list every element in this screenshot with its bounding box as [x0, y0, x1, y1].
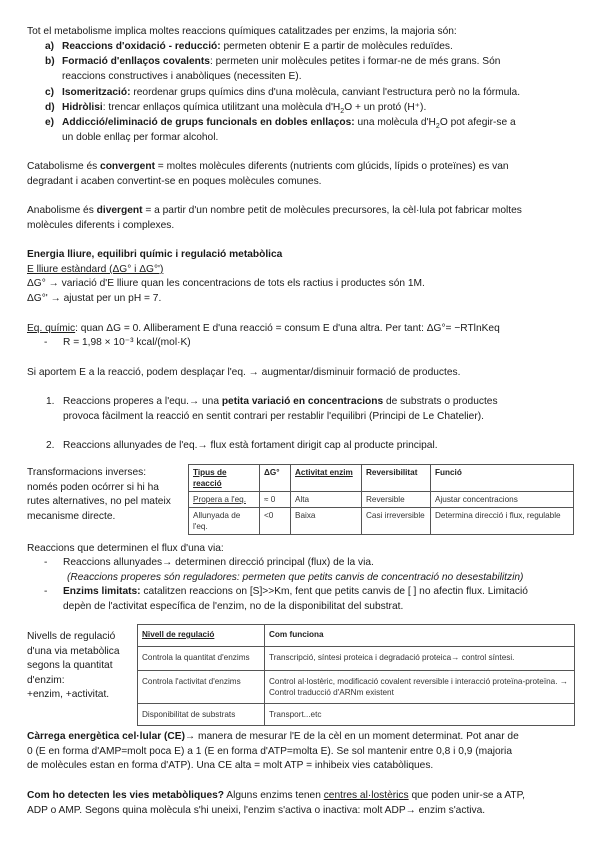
table-cell: Determina direcció i flux, regulable [431, 508, 574, 535]
energy-line1: ΔG° → variació d'E lliure quan les concentracions de tots els ractius i productes són 1M. [27, 278, 425, 289]
item-text2: O + un protó (H⁺). [344, 102, 427, 113]
levels-text [27, 630, 137, 703]
item-label: b) [45, 56, 55, 67]
apport-text: Si aportem E a la reacció, podem desplaçar l'eq. → augmentar/disminuir formació de productes. [27, 367, 461, 378]
table-cell: Alta [291, 492, 362, 508]
levels-line: segons la quantitat [27, 660, 113, 671]
table-row [138, 704, 575, 726]
item-label: e) [45, 117, 55, 128]
inverse-text [27, 466, 187, 524]
table-cell: Allunyada de l'eq. [189, 508, 260, 535]
anabolism-paragraph [27, 204, 587, 233]
item-sub: 2 [340, 108, 345, 116]
detect-bold: Com ho detecten les vies metabòliques? [27, 790, 225, 801]
item-bold: Formació d'enllaços covalents [62, 56, 210, 67]
r-value: R = 1,98 × 10⁻³ kcal/(mol·K) [63, 337, 191, 348]
table-cell: Controla la quantitat d'enzims [138, 647, 265, 671]
numbered-2: Reaccions allunyades de l'eq.→ flux està fortament dirigit cap al producte principal. [63, 440, 438, 451]
inverse-line: Transformacions inverses: [27, 467, 147, 478]
detect-paragraph [27, 789, 587, 818]
energy-line2: ΔG°' → ajustat per un pH = 7. [27, 293, 162, 304]
reaction-item-e [45, 116, 575, 146]
energy-charge-paragraph [27, 730, 587, 774]
energy-heading: Energia lliure, equilibri químic i regulació metabòlica [27, 249, 283, 260]
inverse-line: rutes alternatives, no pel mateix [27, 496, 171, 507]
flux-b1-italic: (Reaccions properes són reguladores: permeten que petits canvis de concentració no desestabilitzin) [67, 571, 524, 583]
detect-post: que poden unir-se a ATP, [408, 790, 525, 801]
item-text: permeten obtenir E a partir de molècules reduïdes. [220, 41, 453, 52]
item-label: c) [45, 87, 55, 98]
item-bold: Isomerització: [62, 87, 131, 98]
flux-bullet-1 [63, 556, 588, 585]
table-cell: Controla l'activitat d'enzims [138, 671, 265, 704]
item-sub: 2 [435, 123, 440, 131]
catabolism-bold: convergent [100, 161, 155, 172]
catabolism-pre: Catabolisme és [27, 161, 101, 172]
table-cell: Propera a l'eq. [189, 492, 260, 508]
table-row [189, 508, 574, 535]
detect-underline: centres al·lostèrics [323, 790, 409, 801]
numbered-1-pre: Reaccions properes a l'equ.→ una [63, 396, 222, 407]
table-header-row [189, 465, 574, 492]
item-text2: O pot afegir-se a [439, 117, 516, 128]
equilibrium-label: Eq. químic [27, 323, 76, 334]
table-row [138, 671, 575, 704]
item-line2: reaccions constructives i anabòliques (necessiten E). [62, 70, 302, 82]
table-header: Com funciona [265, 625, 575, 647]
reaction-item-a [45, 40, 575, 55]
table-cell: Casi irreversible [362, 508, 431, 535]
numbered-1 [63, 395, 583, 424]
item-bold: Hidròlisi [62, 102, 103, 113]
anabolism-post: = a partir d'un nombre petit de molècules precursores, la cèl·lula pot fabricar moltes [142, 205, 522, 216]
inverse-line: només poden ocórrer si hi ha [27, 481, 159, 493]
table-cell: Transcripció, síntesi proteica i degradació proteica→ control síntesi. [265, 647, 575, 671]
catabolism-post: = moltes molècules diferents (nutrients com glúcids, lípids o proteïnes) es van [154, 161, 509, 172]
table-row [138, 647, 575, 671]
charge-text: → manera de mesurar l'E de la cèl en un moment determinat. Pot anar de [184, 731, 519, 742]
table-cell: Ajustar concentracions [431, 492, 574, 508]
flux-b2-text: catalitzen reaccions on [S]>>Km, fent que petits canvis de [ ] no afectin flux. Limitació [140, 586, 528, 597]
item-bold: Reaccions d'oxidació - reducció: [62, 41, 221, 52]
table-cell: Baixa [291, 508, 362, 535]
detect-line2: ADP o AMP. Segons quina molècula s'hi uneixi, l'enzim s'activa o inactiva: molt ADP→ enzim s'activa. [27, 804, 486, 816]
levels-line: d'una via metabòlica [27, 645, 120, 657]
table-cell: Control al·lostèric, modificació covalent reversible i interacció proteïna-proteïna. → Control traducció d'ARNm existent [265, 671, 575, 704]
table-header: Activitat enzim [291, 465, 362, 492]
table-cell: Disponibilitat de substrats [138, 704, 265, 726]
table-header: ΔG° [260, 465, 291, 492]
item-bold: Addicció/eliminació de grups funcionals en dobles enllaços: [62, 117, 355, 128]
charge-bold: Càrrega energètica cel·lular (CE) [27, 731, 185, 742]
anabolism-bold: divergent [96, 205, 143, 216]
energy-subheading: E lliure estàndard (ΔG° i ΔG°') [27, 264, 164, 275]
detect-pre: Alguns enzims tenen [224, 790, 324, 801]
reaction-types-table [188, 464, 574, 535]
regulation-levels-table [137, 624, 575, 726]
flux-b2-bold: Enzims limitats: [63, 586, 141, 597]
table-header: Funció [431, 465, 574, 492]
numbered-1-line2: provoca fàcilment la reacció en sentit contrari per restablir l'equilibri (Principi de Le Chatelier). [63, 410, 484, 422]
item-text: una molècula d'H [354, 117, 436, 128]
numbered-1-num: 1. [46, 396, 55, 407]
equilibrium-line [27, 322, 500, 337]
anabolism-line2: molècules diferents i complexes. [27, 219, 175, 231]
table-header-row [138, 625, 575, 647]
reaction-item-c [45, 86, 575, 101]
numbered-2-num: 2. [46, 440, 55, 451]
flux-b1-text: Reaccions allunyades→ determinen direcció principal (flux) de la via. [63, 557, 374, 568]
anabolism-pre: Anabolisme és [27, 205, 97, 216]
item-text: reordenar grups químics dins d'una molècula, canviant l'estructura però no la fórmula. [130, 87, 521, 98]
r-bullet-dash: - [44, 337, 48, 348]
charge-line2: 0 (E en forma d'AMP=molt poca E) a 1 (E en forma d'ATP=molta E). Se sol mantenir entre 0,8 i 0,9 (majoria [27, 745, 512, 757]
item-label: a) [45, 41, 55, 52]
equilibrium-text: : quan ΔG = 0. Alliberament E d'una reacció = consum E d'una altra. Per tant: ΔG°= −RTlnKeq [75, 323, 500, 334]
flux-bullet-dash: - [44, 557, 48, 568]
table-cell: Transport...etc [265, 704, 575, 726]
table-header: Tipus de reacció [189, 465, 260, 492]
flux-bullet-dash: - [44, 586, 48, 597]
table-cell: ≈ 0 [260, 492, 291, 508]
catabolism-line2: degradant i acaben convertint-se en poques molècules comunes. [27, 175, 322, 187]
table-cell: <0 [260, 508, 291, 535]
table-cell: Reversible [362, 492, 431, 508]
levels-line: Nivells de regulació [27, 631, 116, 642]
item-text: : permeten unir molècules petites i formar-ne de més grans. Són [209, 56, 501, 67]
levels-line: d'enzim: [27, 674, 65, 686]
flux-intro: Reaccions que determinen el flux d'una via: [27, 543, 224, 554]
inverse-line: mecanisme directe. [27, 510, 116, 522]
numbered-1-bold: petita variació en concentracions [221, 396, 384, 407]
table-header: Nivell de regulació [138, 625, 265, 647]
intro-text: Tot el metabolisme implica moltes reaccions químiques catalitzades per enzims, la majoria són: [27, 26, 457, 37]
catabolism-paragraph [27, 160, 577, 189]
charge-line3: de molècules estan en forma d'ATP). Una CE alta = molt ATP = inhibeix vies catabòliques. [27, 760, 434, 771]
numbered-1-post: de substrats o productes [383, 396, 498, 407]
item-text: : trencar enllaços química utilitzant una molècula d'H [102, 102, 341, 113]
flux-b2-line2: depèn de l'activitat específica de l'enzim, no de la disponibilitat del substrat. [63, 600, 404, 612]
item-line2: un doble enllaç per formar alcohol. [62, 131, 219, 143]
levels-line: +enzim, +activitat. [27, 689, 110, 700]
flux-bullet-2 [63, 585, 588, 614]
item-label: d) [45, 102, 55, 113]
table-row [189, 492, 574, 508]
reaction-item-b [45, 55, 575, 85]
table-header: Reversibilitat [362, 465, 431, 492]
reaction-item-d [45, 101, 575, 116]
